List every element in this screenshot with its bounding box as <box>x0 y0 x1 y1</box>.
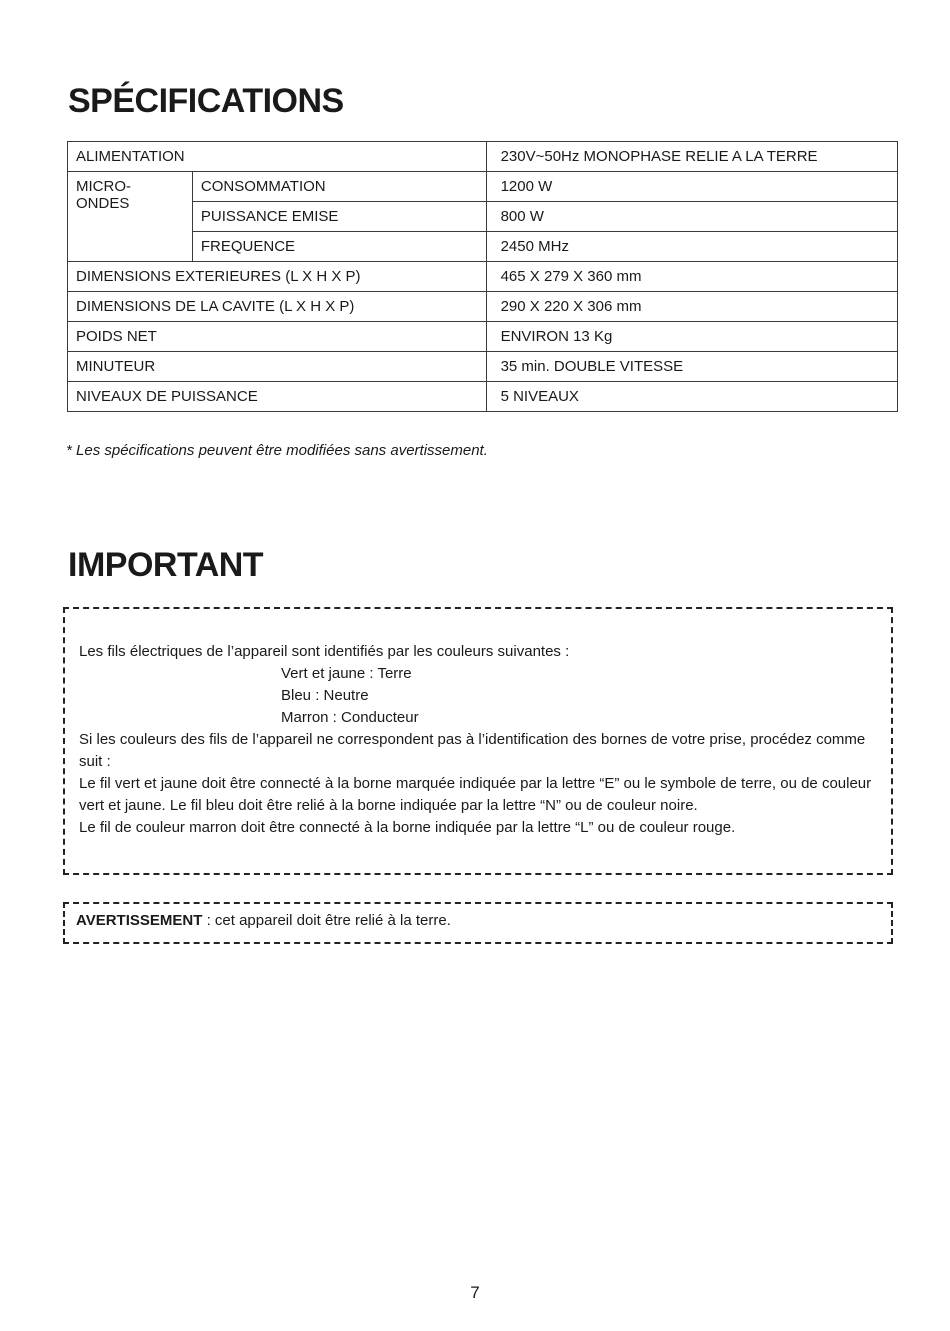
table-row <box>68 262 898 292</box>
spec-value: 800 W <box>486 202 897 232</box>
table-row <box>68 202 898 232</box>
table-row <box>68 232 898 262</box>
paragraph: Le fil vert et jaune doit être connecté à la borne marquée indiquée par la lettre “E” ou le symbole de terre, ou de couleur vert et jaune. Le fil bleu doit être relié à la borne indiquée par la lettre “N” ou de couleur noire. <box>79 775 872 814</box>
spec-label: PUISSANCE EMISE <box>192 202 486 232</box>
spec-label: DIMENSIONS DE LA CAVITE (L X H X P) <box>68 292 487 322</box>
list-item: Bleu : Neutre <box>281 687 369 704</box>
table-row <box>68 382 898 412</box>
spec-label: FREQUENCE <box>192 232 486 262</box>
spec-label: DIMENSIONS EXTERIEURES (L X H X P) <box>68 262 487 292</box>
spec-label: MINUTEUR <box>68 352 487 382</box>
table-row <box>68 142 898 172</box>
list-item: Vert et jaune : Terre <box>281 665 412 682</box>
important-instructions <box>79 729 879 839</box>
spec-value: 290 X 220 X 306 mm <box>486 292 897 322</box>
paragraph: Si les couleurs des fils de l’appareil ne correspondent pas à l’identification des bornes de votre prise, procédez comme suit : <box>79 731 866 770</box>
spec-label: POIDS NET <box>68 322 487 352</box>
spec-value: 5 NIVEAUX <box>486 382 897 412</box>
page-number: 7 <box>470 1283 480 1302</box>
specifications-title: SPÉCIFICATIONS <box>68 82 344 120</box>
important-intro: Les fils électriques de l’appareil sont identifiés par les couleurs suivantes : <box>79 643 570 660</box>
spec-label: ALIMENTATION <box>68 142 487 172</box>
specifications-note: * Les spécifications peuvent être modifiées sans avertissement. <box>66 442 488 459</box>
specifications-table <box>67 141 898 412</box>
spec-label: NIVEAUX DE PUISSANCE <box>68 382 487 412</box>
spec-value: 35 min. DOUBLE VITESSE <box>486 352 897 382</box>
table-row <box>68 172 898 202</box>
spec-label: CONSOMMATION <box>192 172 486 202</box>
spec-value: ENVIRON 13 Kg <box>486 322 897 352</box>
warning-label: AVERTISSEMENT <box>76 912 203 929</box>
spec-group-label: MICRO-ONDES <box>68 172 193 262</box>
spec-value: 230V~50Hz MONOPHASE RELIE A LA TERRE <box>486 142 897 172</box>
list-item: Marron : Conducteur <box>281 709 419 726</box>
warning-text <box>76 912 451 929</box>
wire-colors-list <box>281 663 419 729</box>
spec-value: 2450 MHz <box>486 232 897 262</box>
table-row <box>68 322 898 352</box>
table-row <box>68 352 898 382</box>
warning-message: : cet appareil doit être relié à la terre. <box>202 912 451 929</box>
important-title: IMPORTANT <box>68 546 264 584</box>
paragraph: Le fil de couleur marron doit être connecté à la borne indiquée par la lettre “L” ou de couleur rouge. <box>79 819 736 836</box>
spec-value: 1200 W <box>486 172 897 202</box>
table-row <box>68 292 898 322</box>
spec-value: 465 X 279 X 360 mm <box>486 262 897 292</box>
